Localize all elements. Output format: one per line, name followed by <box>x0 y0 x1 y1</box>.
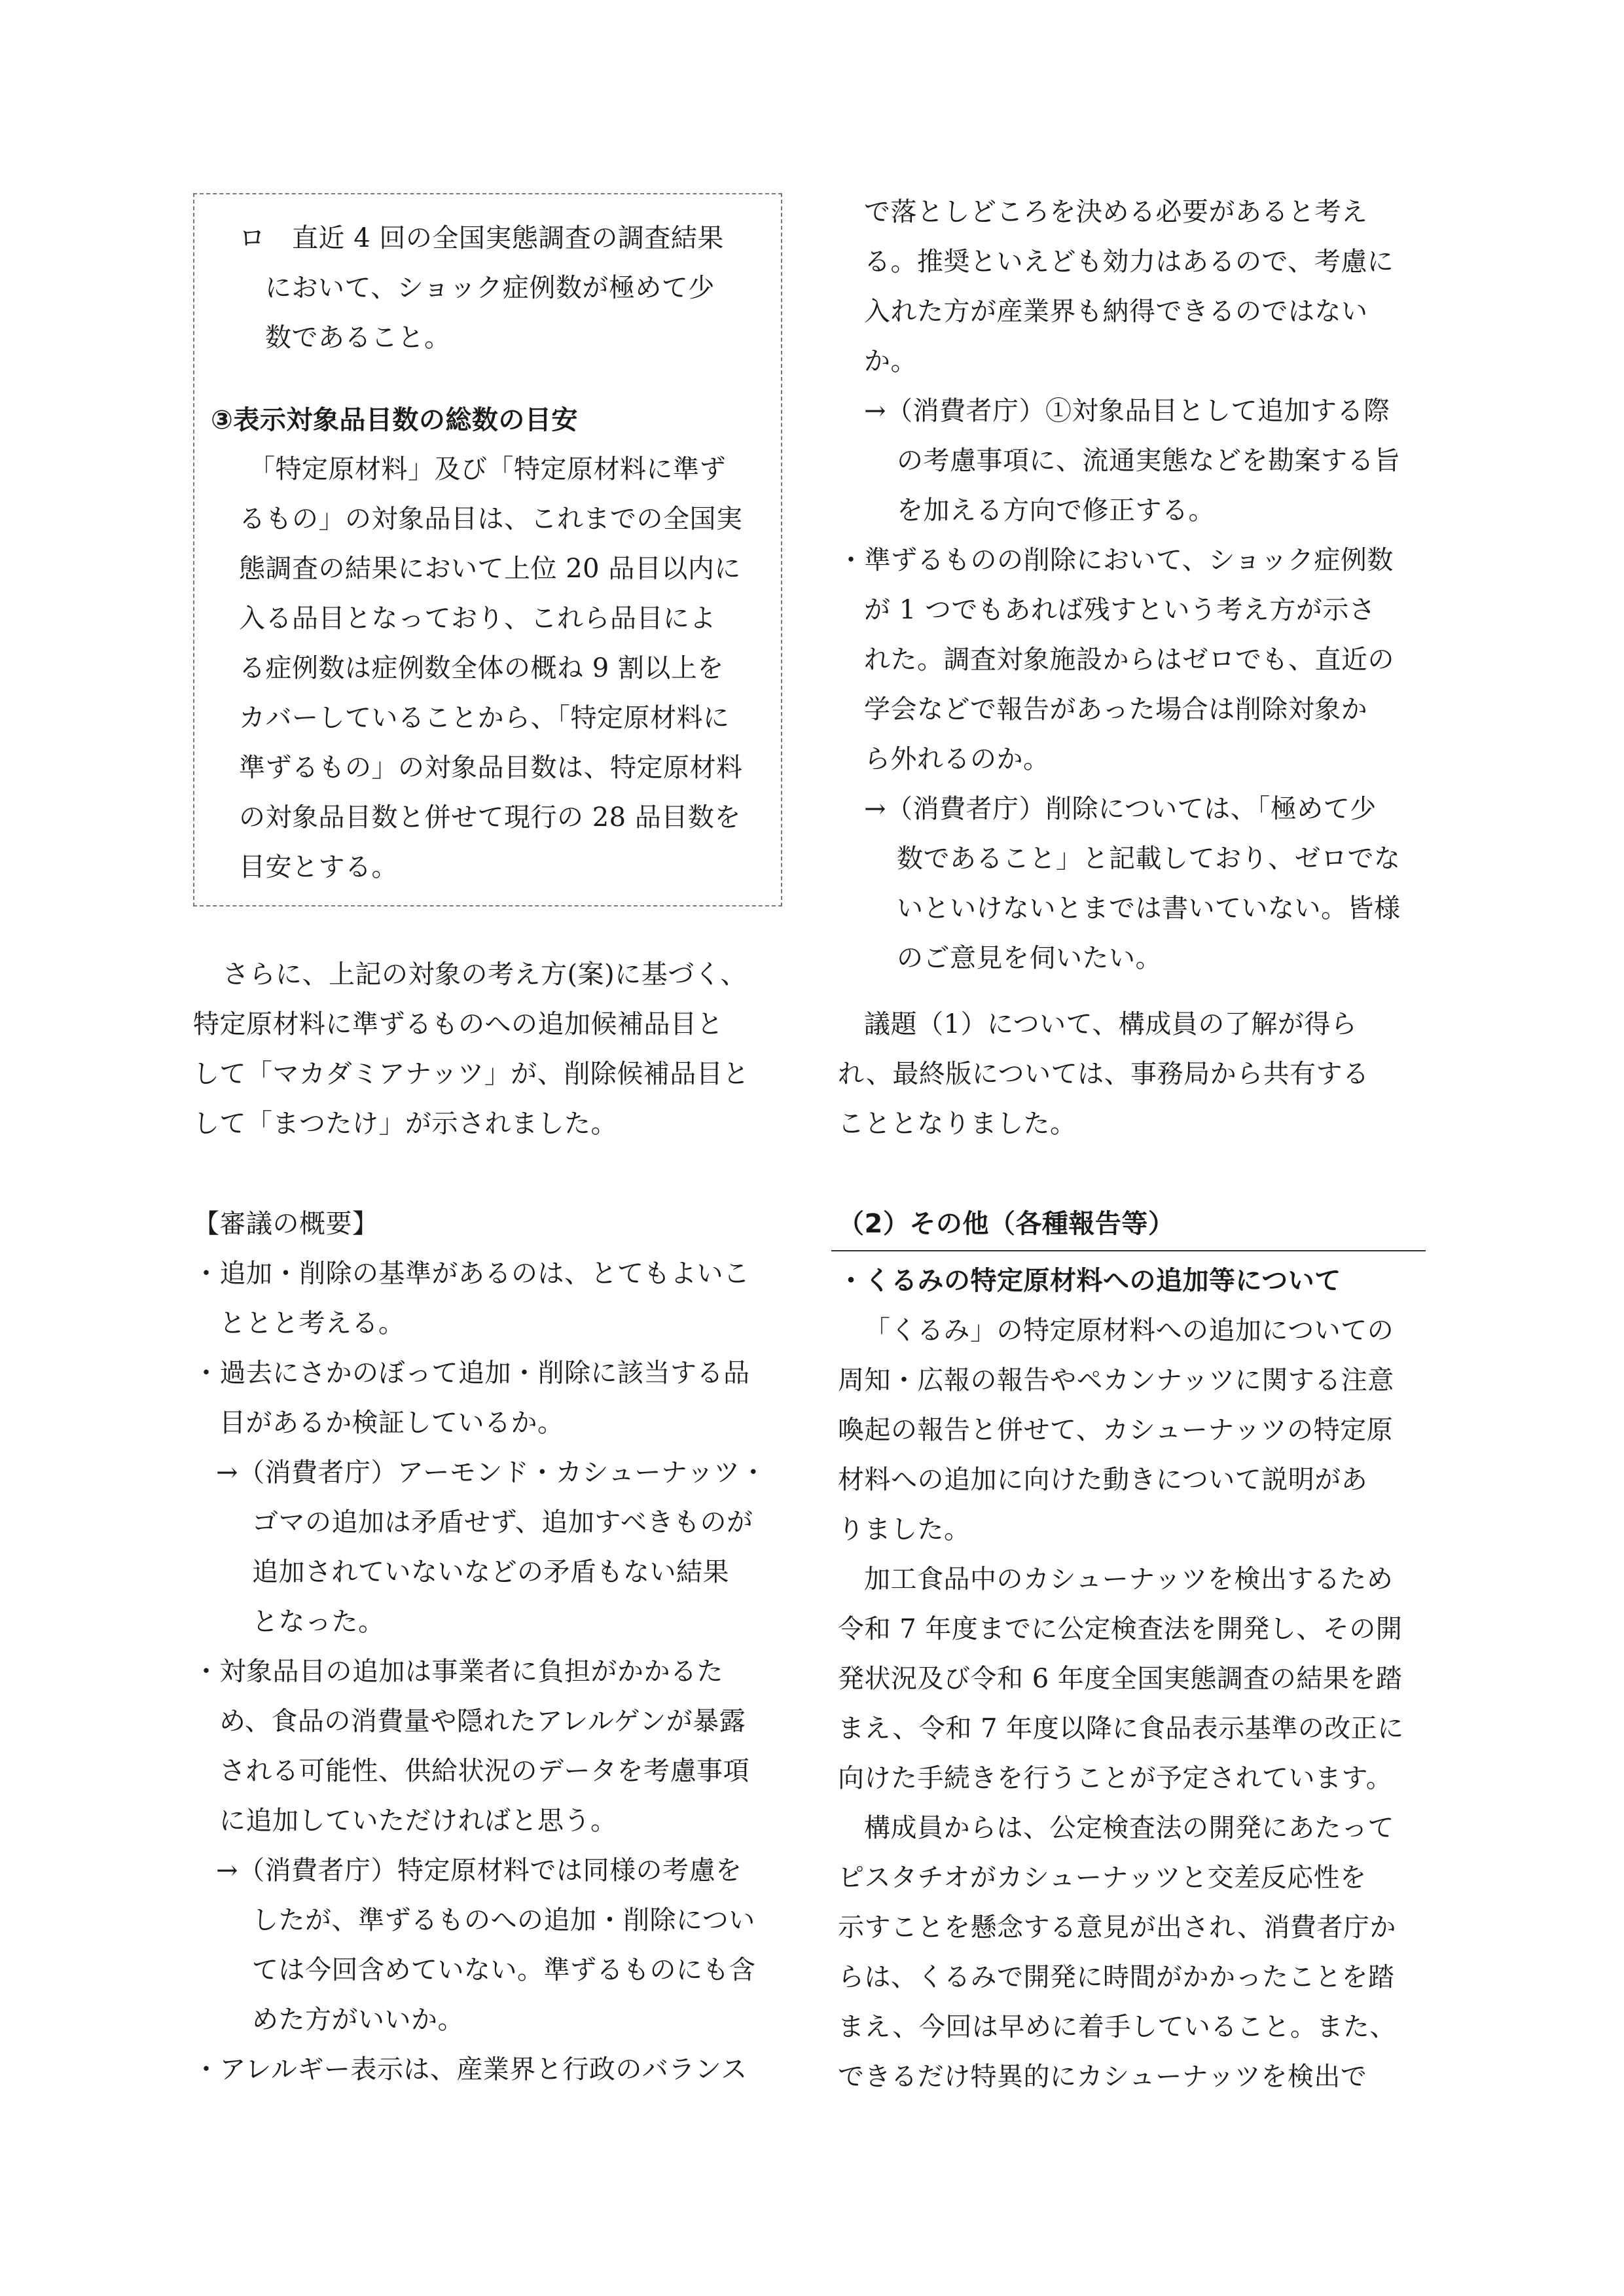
continued-line: の考慮事項に、流通実態などを勘案する旨 <box>897 446 1401 476</box>
discussion-line: に追加していただければと思う。 <box>219 1806 617 1836</box>
box-body-line: カバーしていることから、「特定原材料に <box>239 703 730 733</box>
discussion-line: ては今回含めていない。準ずるものにも含 <box>252 1955 756 1985</box>
discussion-line: ・アレルギー表示は、産業界と行政のバランス <box>193 2054 748 2085</box>
paragraph3-line: 示すことを懸念する意見が出され、消費者庁か <box>838 1912 1396 1943</box>
box-body-line: の対象品目数と併せて現行の 28 品目数を <box>239 802 741 833</box>
discussion-line: 目があるか検証しているか。 <box>219 1408 564 1438</box>
paragraph3-line: まえ、今回は早めに着手していること。また、 <box>838 2012 1396 2042</box>
intro-paragraph-line: 特定原材料に準ずるものへの追加候補品目と <box>193 1009 723 1039</box>
section2-divider <box>831 1250 1426 1251</box>
box-body-line: る症例数は症例数全体の概ね 9 割以上を <box>239 653 724 683</box>
box-body-line: 「特定原材料」及び「特定原材料に準ず <box>249 454 726 484</box>
discussion-line: される可能性、供給状況のデータを考慮事項 <box>219 1756 749 1786</box>
continued-line: のご意見を伺いたい。 <box>897 943 1162 973</box>
agenda-conclusion-line: れ、最終版については、事務局から共有する <box>838 1059 1369 1089</box>
discussion-line: →（消費者庁）アーモンド・カシューナッツ・ <box>216 1458 767 1488</box>
box-item-ro-line: において、ショック症例数が極めて少 <box>265 273 715 303</box>
intro-paragraph-line: さらに、上記の対象の考え方(案)に基づく、 <box>223 960 747 990</box>
discussion-line: め、食品の消費量や隠れたアレルゲンが暴露 <box>219 1706 746 1736</box>
continued-line: が 1 つでもあれば残すという考え方が示さ <box>864 595 1376 625</box>
discussion-line: →（消費者庁）特定原材料では同様の考慮を <box>216 1856 742 1886</box>
box-item-ro-line: ロ 直近 4 回の全国実態調査の調査結果 <box>239 223 724 253</box>
paragraph3-line: 構成員からは、公定検査法の開発にあたって <box>864 1813 1394 1843</box>
discussion-line: となった。 <box>252 1607 385 1637</box>
paragraph1-line: 周知・広報の報告やペカンナッツに関する注意 <box>838 1365 1394 1395</box>
box-body-line: 準ずるもの」の対象品目数は、特定原材料 <box>239 753 743 783</box>
box-body-line: 態調査の結果において上位 20 品目以内に <box>239 554 741 584</box>
continued-line: を加える方向で修正する。 <box>897 495 1215 526</box>
continued-line: 入れた方が産業界も納得できるのではない <box>864 296 1368 327</box>
continued-line: いといけないとまでは書いていない。皆様 <box>897 893 1401 924</box>
walnut-heading: ・くるみの特定原材料への追加等について <box>838 1266 1341 1296</box>
discussion-line: 追加されていないなどの矛盾もない結果 <box>252 1557 729 1587</box>
paragraph2-line: 発状況及び令和 6 年度全国実態調査の結果を踏 <box>838 1664 1403 1694</box>
paragraph2-line: 加工食品中のカシューナッツを検出するため <box>864 1564 1394 1594</box>
continued-line: ら外れるのか。 <box>864 744 1050 774</box>
continued-line: か。 <box>864 346 917 376</box>
discussion-line: めた方がいいか。 <box>252 2005 464 2035</box>
continued-line: →（消費者庁）削除については、「極めて少 <box>864 794 1377 824</box>
paragraph1-line: 喚起の報告と併せて、カシューナッツの特定原 <box>838 1415 1394 1445</box>
paragraph1-line: 材料への追加に向けた動きについて説明があ <box>838 1465 1368 1495</box>
box-body-line: 目安とする。 <box>239 852 398 882</box>
continued-line: 数であること」と記載しており、ゼロでな <box>897 844 1401 874</box>
discussion-line: したが、準ずるものへの追加・削除につい <box>252 1905 755 1935</box>
intro-paragraph-line: して「マカダミアナッツ」が、削除候補品目と <box>193 1059 749 1089</box>
box-heading: ③表示対象品目数の総数の目安 <box>211 405 578 435</box>
discussion-line: ・対象品目の追加は事業者に負担がかかるた <box>193 1657 723 1687</box>
continued-line: れた。調査対象施設からはゼロでも、直近の <box>864 645 1394 675</box>
paragraph2-line: まえ、令和 7 年度以降に食品表示基準の改正に <box>838 1713 1404 1744</box>
continued-line: ・準ずるものの削除において、ショック症例数 <box>838 545 1394 575</box>
continued-line: 学会などで報告があった場合は削除対象か <box>864 694 1368 725</box>
paragraph2-line: 向けた手続きを行うことが予定されています。 <box>838 1763 1393 1793</box>
paragraph1-line: 「くるみ」の特定原材料への追加についての <box>864 1316 1394 1346</box>
intro-paragraph-line: して「まつたけ」が示されました。 <box>193 1109 617 1139</box>
discussion-line: ・追加・削除の基準があるのは、とてもよいこ <box>193 1259 750 1289</box>
paragraph3-line: らは、くるみで開発に時間がかかったことを踏 <box>838 1962 1395 1992</box>
box-item-ro-line: 数であること。 <box>265 323 451 353</box>
box-body-line: るもの」の対象品目は、これまでの全国実 <box>239 504 743 534</box>
continued-line: で落としどころを決める必要があると考え <box>864 197 1368 227</box>
paragraph3-line: できるだけ特異的にカシューナッツを検出で <box>838 2062 1367 2092</box>
section2-heading: （2）その他（各種報告等） <box>838 1209 1175 1239</box>
discussion-line: ゴマの追加は矛盾せず、追加すべきものが <box>252 1507 753 1537</box>
paragraph3-line: ピスタチオがカシューナッツと交差反応性を <box>838 1863 1367 1893</box>
agenda-conclusion-line: こととなりました。 <box>838 1109 1077 1139</box>
discussion-heading: 【審議の概要】 <box>193 1209 379 1239</box>
discussion-line: ととと考える。 <box>219 1308 405 1338</box>
paragraph1-line: りました。 <box>838 1515 971 1545</box>
box-body-line: 入る品目となっており、これら品目によ <box>239 603 716 634</box>
paragraph2-line: 令和 7 年度までに公定検査法を開発し、その開 <box>838 1614 1403 1644</box>
continued-line: る。推奨といえども効力はあるので、考慮に <box>864 247 1394 277</box>
discussion-line: ・過去にさかのぼって追加・削除に該当する品 <box>193 1358 750 1388</box>
continued-line: →（消費者庁）①対象品目として追加する際 <box>864 396 1390 426</box>
agenda-conclusion-line: 議題（1）について、構成員の了解が得ら <box>864 1009 1358 1039</box>
